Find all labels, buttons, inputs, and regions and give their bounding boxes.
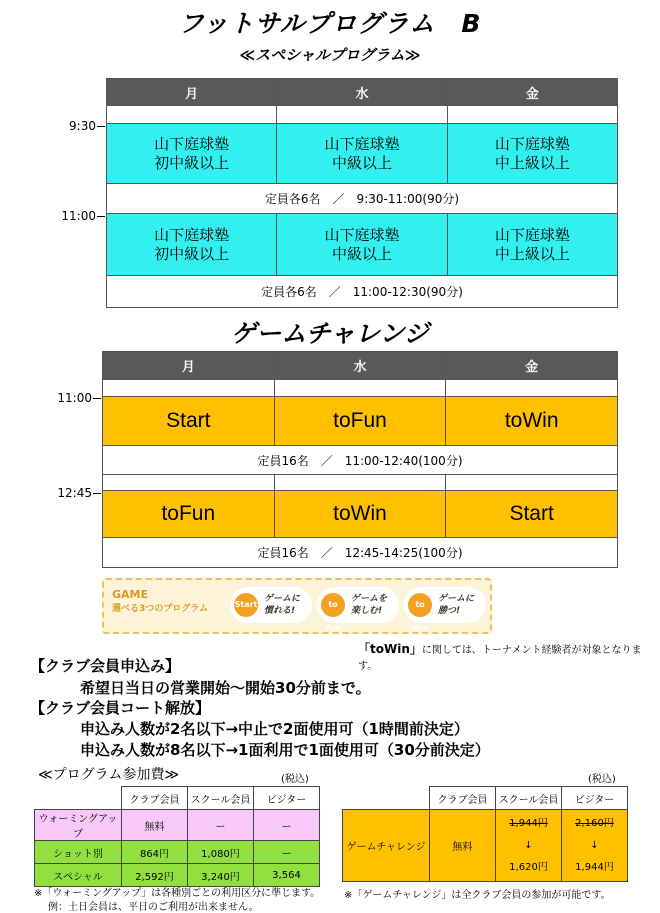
old-price: 1,944円 — [509, 817, 548, 829]
rule-text: 申込み人数が8名以下→1面利用で1面使用可（30分前決定） — [80, 741, 490, 759]
fee-table-left — [34, 786, 320, 887]
time-label: 11:00 — [40, 209, 96, 223]
game-schedule-table — [102, 351, 618, 568]
tax-label: (税込) — [281, 774, 309, 785]
game-cell: toFun — [103, 491, 275, 538]
footnote: ※「ウォーミングアップ」は各種別ごとの利用区分に準じます。 — [34, 888, 321, 899]
rule-text: 希望日当日の営業開始～開始30分前まで。 — [80, 679, 371, 697]
fee-cell: 1,080円 — [188, 841, 254, 864]
arrow-icon: ↓ — [524, 839, 533, 851]
fee-header: スクール会員 — [496, 787, 562, 810]
time-label: 11:00 — [36, 391, 92, 405]
fee-cell: ー — [254, 810, 320, 841]
game-logo — [112, 588, 208, 614]
towin-note: 「toWin」に関しては、トーナメント経験者が対象となります。 — [358, 642, 642, 672]
fee-cell: ー — [254, 841, 320, 864]
program-cell: 山下庭球塾 中上級以上 — [447, 124, 617, 184]
logo-text: 選べる3つのプログラム — [112, 604, 209, 614]
page-title: フットサルプログラム B — [178, 9, 482, 38]
new-price: 1,620円 — [509, 861, 548, 873]
fee-header: スクール会員 — [188, 787, 254, 810]
arrow-icon: ↓ — [590, 839, 599, 851]
game-cell: Start — [446, 491, 618, 538]
fee-row-label: ショット別 — [35, 841, 122, 864]
fee-cell: ー — [188, 810, 254, 841]
program-cell: 山下庭球塾 中上級以上 — [447, 214, 617, 276]
game-title: ゲームチャレンジ — [231, 319, 429, 348]
fee-header: ビジター — [254, 787, 320, 810]
day-header: 水 — [277, 79, 447, 106]
time-label: 12:45 — [36, 486, 92, 500]
fee-cell: 864円 — [122, 841, 188, 864]
ball-icon: Start — [234, 593, 258, 617]
fee-cell: 3,564 — [254, 864, 320, 887]
program-cell: 山下庭球塾 初中級以上 — [107, 124, 277, 184]
fee-cell — [496, 810, 562, 882]
fee-title: ≪プログラム参加費≫ — [38, 767, 180, 783]
new-price: 1,944円 — [575, 861, 614, 873]
old-price: 2,160円 — [575, 817, 614, 829]
game-cell: toWin — [274, 491, 446, 538]
special-schedule-table — [106, 78, 618, 308]
section-heading: 【クラブ会員コート解放】 — [30, 699, 211, 717]
banner-item: to Win ゲームに 勝つ! — [404, 587, 486, 623]
footnote: ※「ゲームチャレンジ」は全クラブ会員の参加が可能です。 — [344, 890, 611, 901]
tax-label: (税込) — [588, 774, 616, 785]
footnote: 例：土日会員は、平日のご利用が出来ません。 — [48, 902, 259, 913]
capacity-caption: 定員各6名 ／ 9:30-11:00(90分) — [107, 184, 618, 214]
fee-cell: 無料 — [122, 810, 188, 841]
game-cell: toFun — [274, 397, 446, 446]
day-header: 月 — [107, 79, 277, 106]
program-cell: 山下庭球塾 初中級以上 — [107, 214, 277, 276]
program-cell: 山下庭球塾 中級以上 — [277, 214, 447, 276]
rule-text: 申込み人数が2名以下→中止で2面使用可（1時間前決定） — [80, 720, 469, 738]
fee-table-right — [342, 786, 628, 882]
fee-header: ビジター — [562, 787, 628, 810]
fee-cell: 3,240円 — [188, 864, 254, 887]
capacity-caption: 定員16名 ／ 12:45-14:25(100分) — [103, 538, 618, 568]
fee-row-label: ゲームチャレンジ — [343, 810, 430, 882]
fee-cell — [562, 810, 628, 882]
fee-cell: 2,592円 — [122, 864, 188, 887]
fee-header: クラブ会員 — [122, 787, 188, 810]
program-cell: 山下庭球塾 中級以上 — [277, 124, 447, 184]
section-heading: 【クラブ会員申込み】 — [30, 657, 181, 675]
logo-mark: GAME — [112, 588, 149, 601]
ball-icon: to Fun — [321, 593, 345, 617]
capacity-caption: 定員各6名 ／ 11:00-12:30(90分) — [107, 276, 618, 308]
time-label: 9:30 — [40, 119, 96, 133]
fee-header: クラブ会員 — [430, 787, 496, 810]
game-cell: toWin — [446, 397, 618, 446]
day-header: 金 — [447, 79, 617, 106]
day-header: 水 — [274, 352, 446, 380]
game-cell: Start — [103, 397, 275, 446]
day-header: 金 — [446, 352, 618, 380]
fee-row-label: ウォーミングアップ — [35, 810, 122, 841]
day-header: 月 — [103, 352, 275, 380]
capacity-caption: 定員16名 ／ 11:00-12:40(100分) — [103, 446, 618, 475]
fee-row-label: スペシャル — [35, 864, 122, 887]
banner-item: Start ゲームに 慣れる! — [230, 587, 312, 623]
banner-item: to Fun ゲームを 楽しむ! — [317, 587, 399, 623]
fee-cell: 無料 — [430, 810, 496, 882]
ball-icon: to Win — [408, 593, 432, 617]
program-banner — [102, 578, 492, 634]
page-subtitle: ≪スペシャルプログラム≫ — [239, 46, 421, 64]
